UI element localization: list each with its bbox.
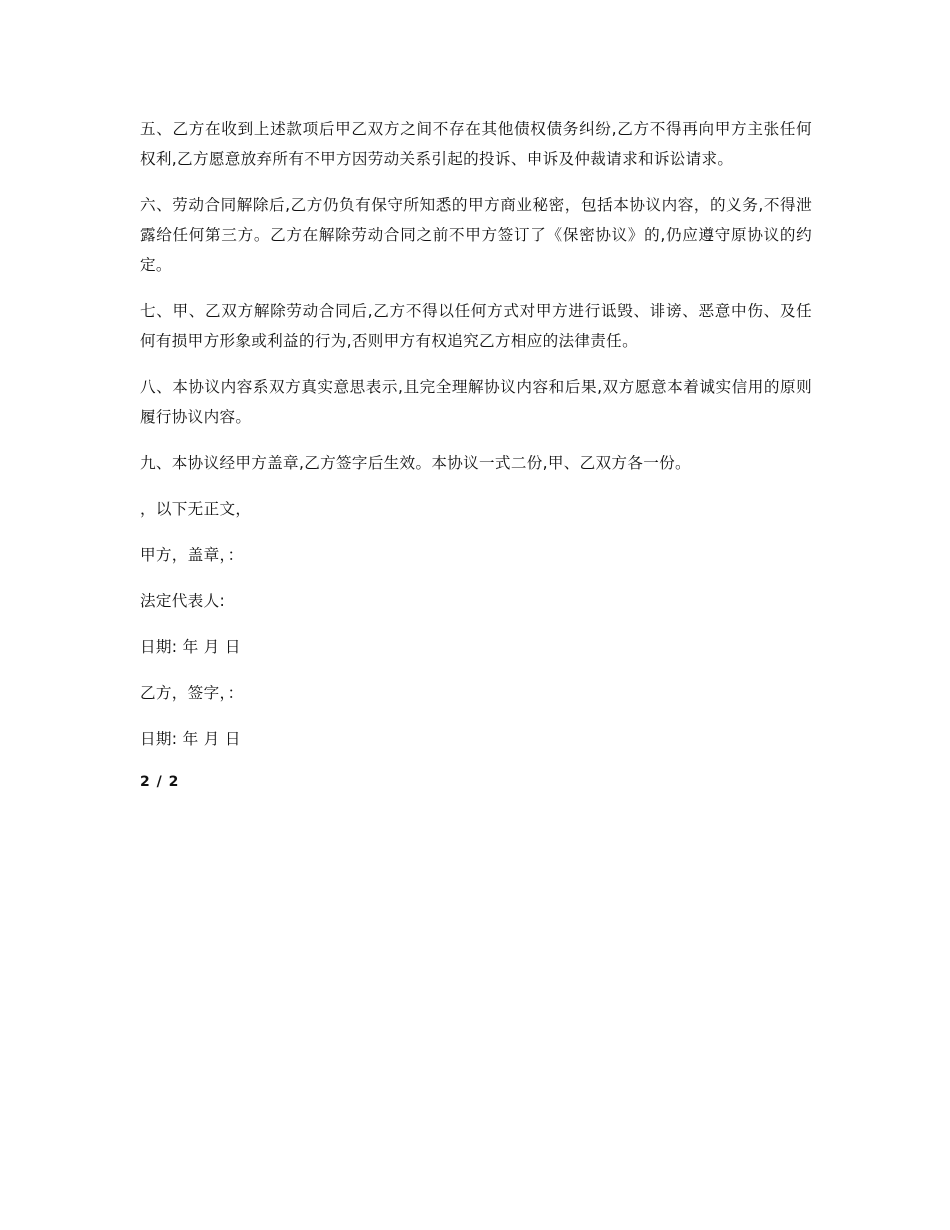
clause-7: 七、甲、乙双方解除劳动合同后,乙方不得以任何方式对甲方进行诋毁、诽谤、恶意中伤、及任何有损甲方形象或利益的行为,否则甲方有权追究乙方相应的法律责任。: [140, 302, 812, 350]
clause-6: 六、劳动合同解除后,乙方仍负有保守所知悉的甲方商业秘密，包括本协议内容，的义务,不得泄露给任何第三方。乙方在解除劳动合同之前不甲方签订了《保密协议》的,仍应遵守原协议的约定。: [140, 196, 812, 274]
clause-5: 五、乙方在收到上述款项后甲乙双方之间不存在其他债权债务纠纷,乙方不得再向甲方主张任何权利,乙方愿意放弃所有不甲方因劳动关系引起的投诉、申诉及仲裁请求和诉讼请求。: [140, 120, 812, 168]
party-b-signature-line: 乙方，签字，：: [140, 684, 244, 702]
document-page: [140, 114, 812, 794]
legal-representative-line: 法定代表人:: [140, 592, 226, 610]
end-of-text-marker: ，以下无正文，: [140, 500, 252, 518]
clause-8: 八、本协议内容系双方真实意思表示,且完全理解协议内容和后果,双方愿意本着诚实信用的原则履行协议内容。: [140, 378, 812, 426]
clause-9: 九、本协议经甲方盖章,乙方签字后生效。本协议一式二份,甲、乙双方各一份。: [140, 454, 691, 472]
party-b-date-line: 日期: 年 月 日: [140, 730, 241, 748]
party-a-seal-line: 甲方，盖章，：: [140, 546, 244, 564]
page-number: 2 / 2: [140, 774, 180, 790]
party-a-date-line: 日期: 年 月 日: [140, 638, 241, 656]
